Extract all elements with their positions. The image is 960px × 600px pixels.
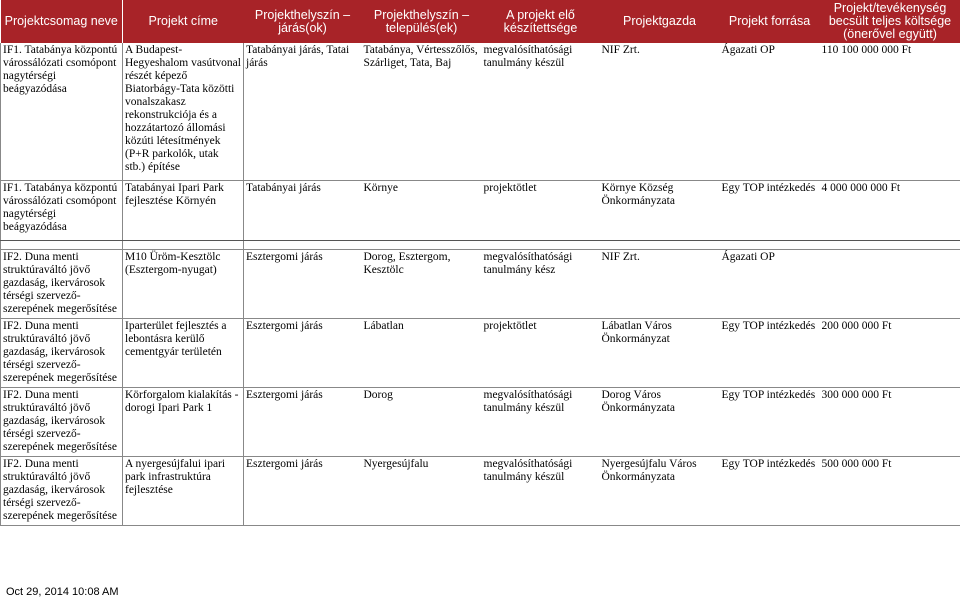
cell-owner: NIF Zrt. xyxy=(600,249,720,318)
cell-readiness: megvalósíthatósági tanulmány készül xyxy=(482,456,600,525)
header-source: Projekt forrása xyxy=(720,0,820,43)
header-package: Projektcsomag neve xyxy=(1,0,123,43)
cell-owner: Nyergesújfalu Város Önkormányzata xyxy=(600,456,720,525)
cell-source: Egy TOP intézkedés xyxy=(720,387,820,456)
cell-readiness: megvalósíthatósági tanulmány kész xyxy=(482,249,600,318)
header-title: Projekt címe xyxy=(123,0,244,43)
header-settlement: Projekthelyszín – település(ek) xyxy=(362,0,482,43)
cell-settlement: Lábatlan xyxy=(362,318,482,387)
cell-source: Ágazati OP xyxy=(720,43,820,180)
cell-cost xyxy=(820,249,960,318)
cell-package: IF2. Duna menti struktúraváltó jövő gazdaság, ikervárosok térségi szervező-szerepének megerősítése xyxy=(1,456,123,525)
table-row xyxy=(1,318,960,387)
cell-district: Tatabányai járás xyxy=(244,180,362,240)
cell-title: Körforgalom kialakítás - dorogi Ipari Park 1 xyxy=(123,387,244,456)
cell-district: Tatabányai járás, Tatai járás xyxy=(244,43,362,180)
cell-package: IF2. Duna menti struktúraváltó jövő gazdaság, ikervárosok térségi szervező-szerepének megerősítése xyxy=(1,249,123,318)
cell-title: A nyergesújfalui ipari park infrastruktúra fejlesztése xyxy=(123,456,244,525)
table-spacer xyxy=(1,240,960,249)
cell-source: Egy TOP intézkedés xyxy=(720,318,820,387)
table-row xyxy=(1,43,960,180)
cell-package: IF1. Tatabánya központú várossálózati csomópont nagytérségi beágyazódása xyxy=(1,43,123,180)
header-readiness: A projekt elő készítettsége xyxy=(482,0,600,43)
header-district: Projekthelyszín – járás(ok) xyxy=(244,0,362,43)
cell-cost: 110 100 000 000 Ft xyxy=(820,43,960,180)
cell-cost: 200 000 000 Ft xyxy=(820,318,960,387)
header-cost: Projekt/tevékenység becsült teljes költsége (önerővel együtt) xyxy=(820,0,960,43)
cell-owner: Környe Község Önkormányzata xyxy=(600,180,720,240)
cell-package: IF1. Tatabánya központú várossálózati csomópont nagytérségi beágyazódása xyxy=(1,180,123,240)
cell-readiness: megvalósíthatósági tanulmány készül xyxy=(482,387,600,456)
cell-source: Egy TOP intézkedés xyxy=(720,180,820,240)
cell-district: Esztergomi járás xyxy=(244,249,362,318)
header-row xyxy=(1,0,960,43)
cell-title: Iparterület fejlesztés a lebontásra kerülő cementgyár területén xyxy=(123,318,244,387)
cell-readiness: projektötlet xyxy=(482,180,600,240)
cell-owner: Dorog Város Önkormányzata xyxy=(600,387,720,456)
cell-package: IF2. Duna menti struktúraváltó jövő gazdaság, ikervárosok térségi szervező-szerepének megerősítése xyxy=(1,318,123,387)
header-owner: Projektgazda xyxy=(600,0,720,43)
cell-district: Esztergomi járás xyxy=(244,387,362,456)
cell-cost: 500 000 000 Ft xyxy=(820,456,960,525)
cell-settlement: Dorog, Esztergom, Kesztölc xyxy=(362,249,482,318)
cell-readiness: megvalósíthatósági tanulmány készül xyxy=(482,43,600,180)
table-row xyxy=(1,387,960,456)
table-row xyxy=(1,249,960,318)
cell-district: Esztergomi járás xyxy=(244,456,362,525)
table-row xyxy=(1,456,960,525)
cell-cost: 300 000 000 Ft xyxy=(820,387,960,456)
cell-owner: Lábatlan Város Önkormányzat xyxy=(600,318,720,387)
cell-settlement: Környe xyxy=(362,180,482,240)
cell-readiness: projektötlet xyxy=(482,318,600,387)
cell-package: IF2. Duna menti struktúraváltó jövő gazdaság, ikervárosok térségi szervező-szerepének megerősítése xyxy=(1,387,123,456)
cell-settlement: Dorog xyxy=(362,387,482,456)
print-timestamp: Oct 29, 2014 10:08 AM xyxy=(6,586,119,598)
cell-owner: NIF Zrt. xyxy=(600,43,720,180)
cell-title: A Budapest-Hegyeshalom vasútvonal részét képező Biatorbágy-Tata közötti vonalszakasz rekonstrukciója és a hozzátartozó állomási közúti létesítmények (P+R parkolók, utak stb.) építése xyxy=(123,43,244,180)
cell-settlement: Tatabánya, Vértesszőlős, Szárliget, Tata, Baj xyxy=(362,43,482,180)
cell-title: M10 Üröm-Kesztölc (Esztergom-nyugat) xyxy=(123,249,244,318)
cell-settlement: Nyergesújfalu xyxy=(362,456,482,525)
table-row xyxy=(1,180,960,240)
cell-cost: 4 000 000 000 Ft xyxy=(820,180,960,240)
cell-source: Ágazati OP xyxy=(720,249,820,318)
cell-district: Esztergomi járás xyxy=(244,318,362,387)
cell-source: Egy TOP intézkedés xyxy=(720,456,820,525)
cell-title: Tatabányai Ipari Park fejlesztése Környén xyxy=(123,180,244,240)
